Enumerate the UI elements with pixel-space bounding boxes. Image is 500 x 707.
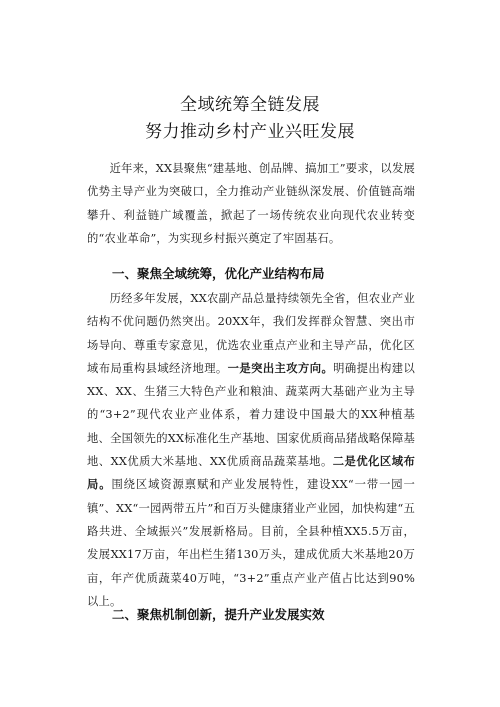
section1-text-b: 明确提出构建以XX、XX、生猪三大特色产业和粮油、蔬菜两大基础产业为主导的“3+2”现代农业产业体系，着力建设中国最大的XX种植基地、全国领先的XX标准化生产基地、国家优质商品猪战略保障基地、XX优质大米基地、XX优质商品蔬菜基地。 [87,361,415,469]
section1-point2-label: 二是优化区域布局。 [87,455,415,492]
document-title-line2: 努力推动乡村产业兴旺发展 [145,122,355,142]
section1-text-a: 历经多年发展，XX农副产品总量持续领先全省，但农业产业结构不优问题仍然突出。20XX年，我们发挥群众智慧、突出市场导向、尊重专家意见，优选农业重点产业和主导产品，优化区域布局重构县域经济地理。 [87,292,415,375]
intro-paragraph: 近年来，XX县聚焦“建基地、创品牌、搞加工”要求，以发展优势主导产业为突破口，全力推动产业链纵深发展、价值链高端攀升、利益链广域覆盖，掀起了一场传统农业向现代农业转变的“农业革命”，为实现乡村振兴奠定了牢固基石。 [87,162,415,245]
section1-heading: 一、聚焦全域统筹，优化产业结构布局 [112,266,325,281]
section2-heading: 二、聚焦机制创新，提升产业发展实效 [112,607,325,622]
section1-point1-label: 一是突出主攻方向。 [227,361,334,375]
section1-text-c: 围绕区域资源禀赋和产业发展特性，建设XX“一带一园一镇”、XX“一园两带五片”和百万头健康猪业产业园，加快构建“五路共进、全域振兴”发展新格局。目前，全县种植XX5.5万亩，发展XX17万亩，年出栏生猪130万头，建成优质大米基地20万亩，年产优质蔬菜40万吨，“3+2”重点产业产值占比达到90%以上。 [87,478,416,608]
document-title-line1: 全域统筹全链发展 [180,95,320,115]
section1-paragraph [87,287,415,613]
